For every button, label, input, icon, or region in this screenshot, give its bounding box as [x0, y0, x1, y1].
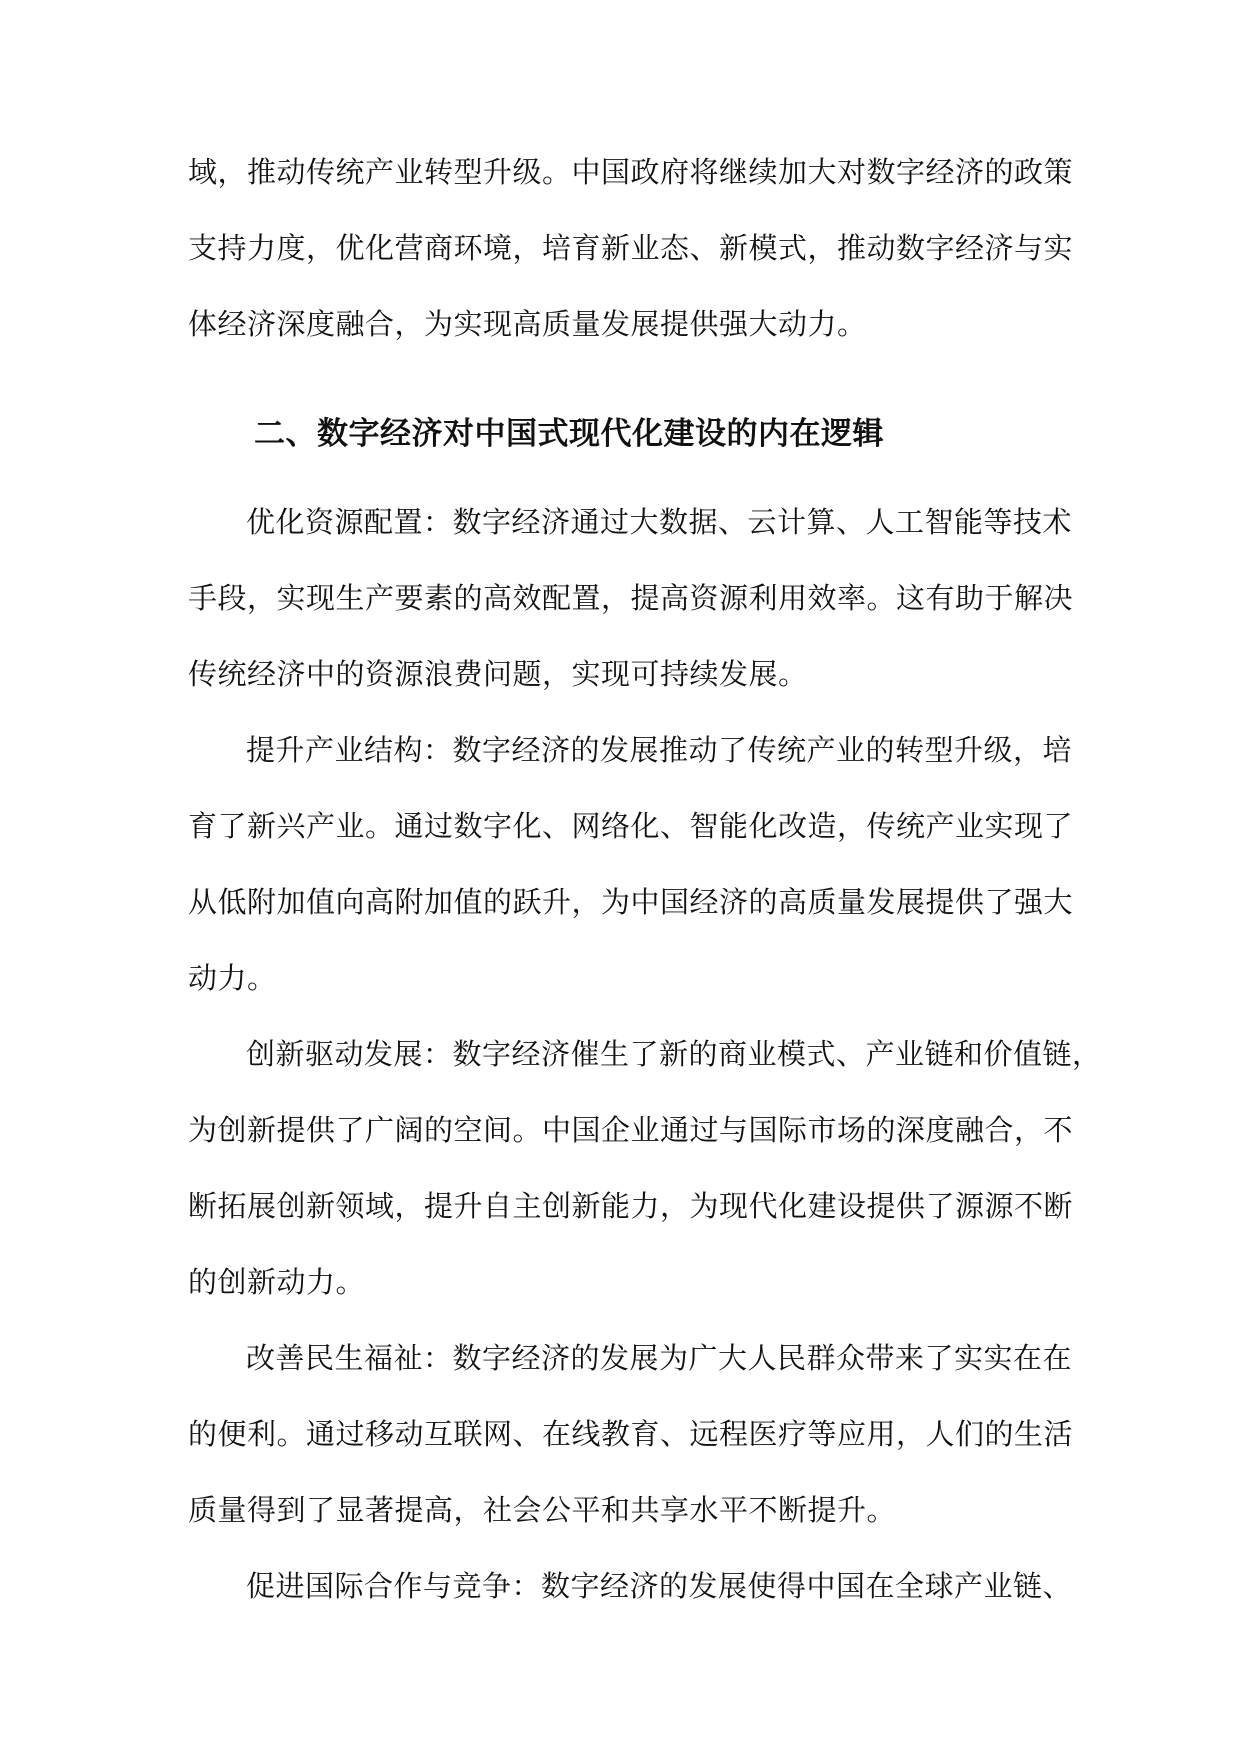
paragraph-3-line-1: 创新驱动发展：数字经济催生了新的商业模式、产业链和价值链， — [246, 1037, 1102, 1071]
paragraph-2-line-1: 提升产业结构：数字经济的发展推动了传统产业的转型升级，培 — [246, 733, 1073, 767]
paragraph-4-line-2: 的便利。通过移动互联网、在线教育、远程医疗等应用，人们的生活 — [188, 1417, 1074, 1451]
paragraph-1-line-2: 手段，实现生产要素的高效配置，提高资源利用效率。这有助于解决 — [188, 581, 1074, 615]
paragraph-3-line-2: 为创新提供了广阔的空间。中国企业通过与国际市场的深度融合，不 — [188, 1113, 1074, 1147]
paragraph-1-line-1: 优化资源配置：数字经济通过大数据、云计算、人工智能等技术 — [246, 505, 1073, 539]
intro-line-1: 域，推动传统产业转型升级。中国政府将继续加大对数字经济的政策 — [188, 155, 1074, 189]
section-heading: 二、数字经济对中国式现代化建设的内在逻辑 — [254, 416, 884, 452]
paragraph-2-line-2: 育了新兴产业。通过数字化、网络化、智能化改造，传统产业实现了 — [188, 809, 1074, 843]
paragraph-3-line-3: 断拓展创新领域，提升自主创新能力，为现代化建设提供了源源不断 — [188, 1189, 1074, 1223]
paragraph-1-line-3: 传统经济中的资源浪费问题，实现可持续发展。 — [188, 657, 808, 691]
intro-line-3: 体经济深度融合，为实现高质量发展提供强大动力。 — [188, 307, 867, 341]
paragraph-3-line-4: 的创新动力。 — [188, 1265, 366, 1299]
paragraph-4-line-3: 质量得到了显著提高，社会公平和共享水平不断提升。 — [188, 1493, 897, 1527]
paragraph-2-line-4: 动力。 — [188, 961, 277, 995]
paragraph-5-line-1: 促进国际合作与竞争：数字经济的发展使得中国在全球产业链、 — [246, 1569, 1073, 1603]
intro-line-2: 支持力度，优化营商环境，培育新业态、新模式，推动数字经济与实 — [188, 231, 1074, 265]
paragraph-4-line-1: 改善民生福祉：数字经济的发展为广大人民群众带来了实实在在 — [246, 1341, 1073, 1375]
paragraph-2-line-3: 从低附加值向高附加值的跃升，为中国经济的高质量发展提供了强大 — [188, 885, 1074, 919]
